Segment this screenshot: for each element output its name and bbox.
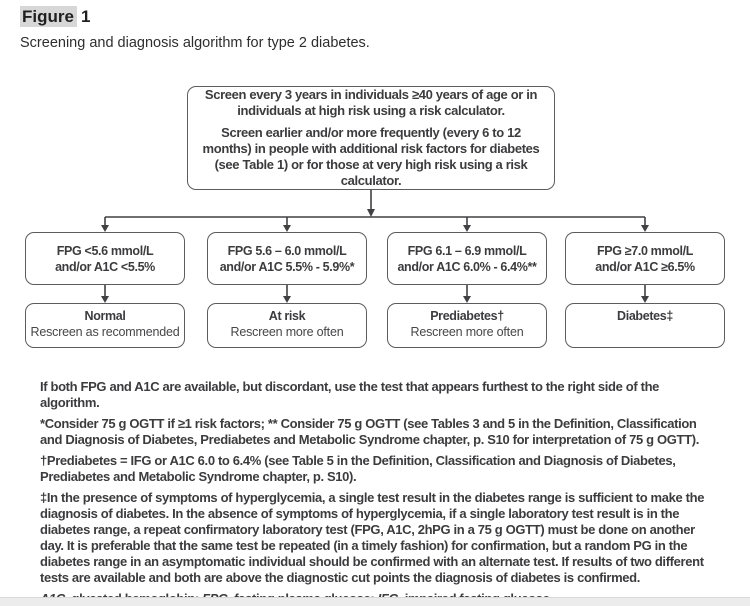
figure-title bbox=[20, 6, 370, 28]
outcome-subtitle: Rescreen more often bbox=[230, 325, 344, 339]
screening-interval-text-1: Screen every 3 years in individuals ≥40 years of age or in individuals at high risk using a risk calculator. bbox=[204, 87, 538, 118]
outcome-box-diabetes bbox=[565, 303, 725, 348]
outcome-title: At risk bbox=[268, 309, 306, 323]
criteria-fpg: FPG 5.6 – 6.0 mmol/L bbox=[227, 243, 347, 258]
criteria-a1c: and/or A1C <5.5% bbox=[55, 259, 155, 274]
criteria-box-normal bbox=[25, 232, 185, 285]
outcome-title: Diabetes‡ bbox=[617, 309, 673, 323]
criteria-fpg: FPG ≥7.0 mmol/L bbox=[596, 243, 694, 258]
figure-caption: Screening and diagnosis algorithm for type 2 diabetes. bbox=[20, 35, 370, 51]
criteria-a1c: and/or A1C ≥6.5% bbox=[595, 259, 695, 274]
outcome-box-normal bbox=[25, 303, 185, 348]
criteria-a1c: and/or A1C 6.0% - 6.4%** bbox=[397, 259, 537, 274]
outcome-subtitle: Rescreen more often bbox=[410, 325, 524, 339]
outcome-box-at-risk bbox=[207, 303, 367, 348]
screening-interval-text-2: Screen earlier and/or more frequently (every 6 to 12 months) in people with additional risk factors for diabetes (see Table 1) or for those at very high risk using a risk calculator. bbox=[202, 125, 540, 188]
criteria-box-at-risk bbox=[207, 232, 367, 285]
criteria-fpg: FPG 6.1 – 6.9 mmol/L bbox=[407, 243, 527, 258]
criteria-fpg: FPG <5.6 mmol/L bbox=[56, 243, 154, 258]
outcome-subtitle: Rescreen as recommended bbox=[30, 325, 180, 339]
screening-interval-box bbox=[187, 86, 555, 190]
footnote-discordant: If both FPG and A1C are available, but discordant, use the test that appears furthest to the right side of the algorithm. bbox=[40, 379, 660, 410]
figure-header bbox=[20, 6, 370, 53]
outcome-box-prediabetes bbox=[387, 303, 547, 348]
footnote-asterisk: *Consider 75 g OGTT if ≥1 risk factors; ** Consider 75 g OGTT (see Tables 3 and 5 in the Definition, Classification and Diagnosis of Diabetes, Prediabetes and Metabolic Syndrome chapter, p. S10 for interpretation of 75 g OGTT). bbox=[40, 416, 699, 447]
footnote-double-dagger: ‡In the presence of symptoms of hyperglycemia, a single test result in the diabetes range is sufficient to make the diagnosis of diabetes. In the absence of symptoms of hyperglycemia, if a single laboratory test result is in the diabetes range, a repeat confirmatory laboratory test (FPG, A1C, 2hPG in a 75 g OGTT) must be done on another day. It is preferable that the same test be repeated (in a timely fashion) for confirmation, but a random PG in the diabetes range in an asymptomatic individual should be confirmed with an alternate test. If results of two different tests are available and both are above the diagnostic cut points the diagnosis of diabetes is confirmed. bbox=[40, 490, 705, 585]
outcome-title: Normal bbox=[84, 309, 126, 323]
criteria-box-diabetes bbox=[565, 232, 725, 285]
figure-footnotes bbox=[40, 379, 716, 606]
criteria-a1c: and/or A1C 5.5% - 5.9%* bbox=[219, 259, 355, 274]
figure-label-highlighted: Figure bbox=[20, 6, 77, 27]
criteria-box-prediabetes bbox=[387, 232, 547, 285]
outcome-title: Prediabetes† bbox=[430, 309, 504, 323]
page-bottom-strip bbox=[0, 597, 750, 606]
figure-number: 1 bbox=[80, 7, 91, 26]
screening-flowchart bbox=[0, 80, 750, 360]
footnote-dagger: †Prediabetes = IFG or A1C 6.0 to 6.4% (see Table 5 in the Definition, Classification and Diagnosis of Diabetes, Prediabetes and Metabolic Syndrome chapter, p. S10). bbox=[40, 453, 676, 484]
